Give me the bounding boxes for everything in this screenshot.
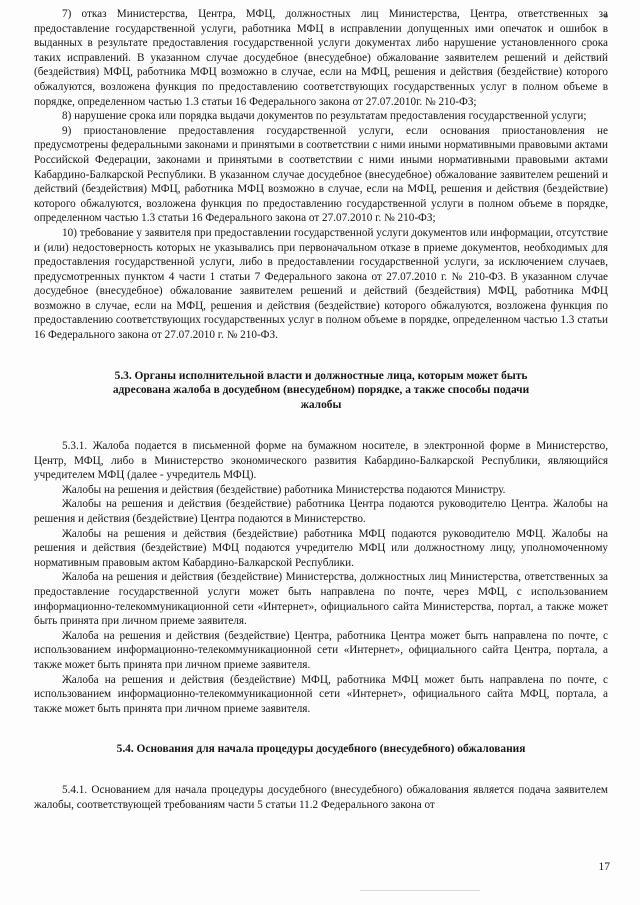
paragraph: Жалоба на решения и действия (бездействие) МФЦ, работника МФЦ может быть направлена по почте, с использованием информационно-телекоммуникационной сети «Интернет», официального сайта МФЦ, портала, а также может быть принята при личном приеме заявителя.: [34, 673, 608, 715]
spacer: [34, 413, 608, 439]
section-5-4-heading: 5.4. Основания для начала процедуры досудебного (внесудебного) обжалования: [116, 743, 526, 756]
paragraph-5-4-1: 5.4.1. Основанием для начала процедуры досудебного (внесудебного) обжалования является подача заявителем жалобы, соответствующей требованиям части 5 статьи 11.2 Федерального закона от: [34, 784, 608, 811]
paragraph-5-3-1: 5.3.1. Жалоба подается в письменной форме на бумажном носителе, в электронной форме в Министерство, Центр, МФЦ, либо в Министерство экономического развития Кабардино-Балкарской Республики, являющийся учредителем МФЦ (далее - учредитель МФЦ).: [34, 440, 608, 482]
paragraph: Жалобы на решения и действия (бездействие) работника Министерства подаются Министру.: [62, 483, 506, 496]
text-column: [34, 7, 608, 812]
page-number: 17: [598, 861, 610, 873]
paragraph: Жалоба на решения и действия (бездействие) Центра, работника Центра может быть направлена по почте, с использованием информационно-телекоммуникационной сети «Интернет», официального сайта Центра, портала, а также может быть принята при личном приеме заявителя.: [34, 629, 608, 671]
list-item-7: 7) отказ Министерства, Центра, МФЦ, должностных лиц Министерства, Центра, ответственных за предоставление государственной услуги, работника МФЦ в исправлении допущенных ими опечаток и ошибок в выданных в результате предоставления государственной услуги документах либо нарушение установленного срока таких исправлений. В указанном случае досудебное (внесудебное) обжалование заявителем решений и действий (бездействия) МФЦ, работника МФЦ возможно в случае, если на МФЦ, решения и действия (бездействие) которого обжалуются, возложена функция по предоставлению соответствующих государственных услуг в полном объеме в порядке, определенном частью 1.3 статьи 16 Федерального закона от 27.07.2010г. № 210-ФЗ;: [34, 8, 608, 108]
spacer: [34, 757, 608, 783]
paragraph: Жалобы на решения и действия (бездействие) работника МФЦ подаются руководителю МФЦ. Жалобы на решения и действия (бездействие) МФЦ подаются учредителю МФЦ или должностному лицу, уполномоченному нормативным правовым актом Кабардино-Балкарской Республики.: [34, 527, 608, 569]
list-item-9: 9) приостановление предоставления государственной услуги, если основания приостановления не предусмотрены федеральными законами и принятыми в соответствии с ними иными нормативными правовыми актами Российской Федерации, законами и принятыми в соответствии с ними иными нормативными правовыми актами Кабардино-Балкарской Республики. В указанном случае досудебное (внесудебное) обжалование заявителем решений и действий (бездействия) МФЦ, работника МФЦ возможно в случае, если на МФЦ, решения и действия (бездействие) которого обжалуются, возложена функция по предоставлению государственной услуги в полном объеме в порядке, определенном частью 1.3 статьи 16 Федерального закона от 27.07.2010 г. № 210-ФЗ;: [34, 124, 608, 225]
list-item-8: 8) нарушение срока или порядка выдачи документов по результатам предоставления государственной услуги;: [62, 110, 587, 123]
section-5-3-heading: 5.3. Органы исполнительной власти и должностные лица, которым может быть адресована жалоба в досудебном (внесудебном) порядке, а также способы подачи жалобы: [112, 369, 530, 412]
paragraph: Жалоба на решения и действия (бездействие) Министерства, должностных лиц Министерства, ответственных за предоставление государственной услуги может быть направлена по почте, через МФЦ, с использованием информационно-телекоммуникационной сети «Интернет», официального сайта Министерства, портал, а также может быть принята при личном приеме заявителя.: [34, 571, 608, 628]
spacer: [34, 343, 608, 369]
section-5-4: [34, 742, 608, 812]
spacer: [34, 716, 608, 742]
section-5-3: [34, 369, 608, 717]
list-item-10: 10) требование у заявителя при предоставлении государственной услуги документов или информации, отсутствие и (или) недостоверность которых не указывались при первоначальном отказе в приеме документов, необходимых для предоставления государственной услуги, либо в предоставлении государственной услуги, за исключением случаев, предусмотренных пунктом 4 части 1 статьи 7 Федерального закона от 27.07.2010 г. № 210-ФЗ. В указанном случае досудебное (внесудебное) обжалование заявителем решений и действий (бездействия) МФЦ, работника МФЦ возможно в случае, если на МФЦ, решения и действия (бездействие) которого обжалуются, возложена функция по предоставлению соответствующих государственных услуг в полном объеме в порядке, определенном частью 1.3 статьи 16 Федерального закона от 27.07.2010 г. № 210-ФЗ.: [34, 226, 608, 342]
scan-edge-line: [360, 890, 480, 891]
list-items-block: [34, 7, 608, 343]
paragraph: Жалобы на решения и действия (бездействие) работника Центра подаются руководителю Центра. Жалобы на решения и действия (бездействие) Центра подаются в Министерство.: [34, 498, 608, 526]
